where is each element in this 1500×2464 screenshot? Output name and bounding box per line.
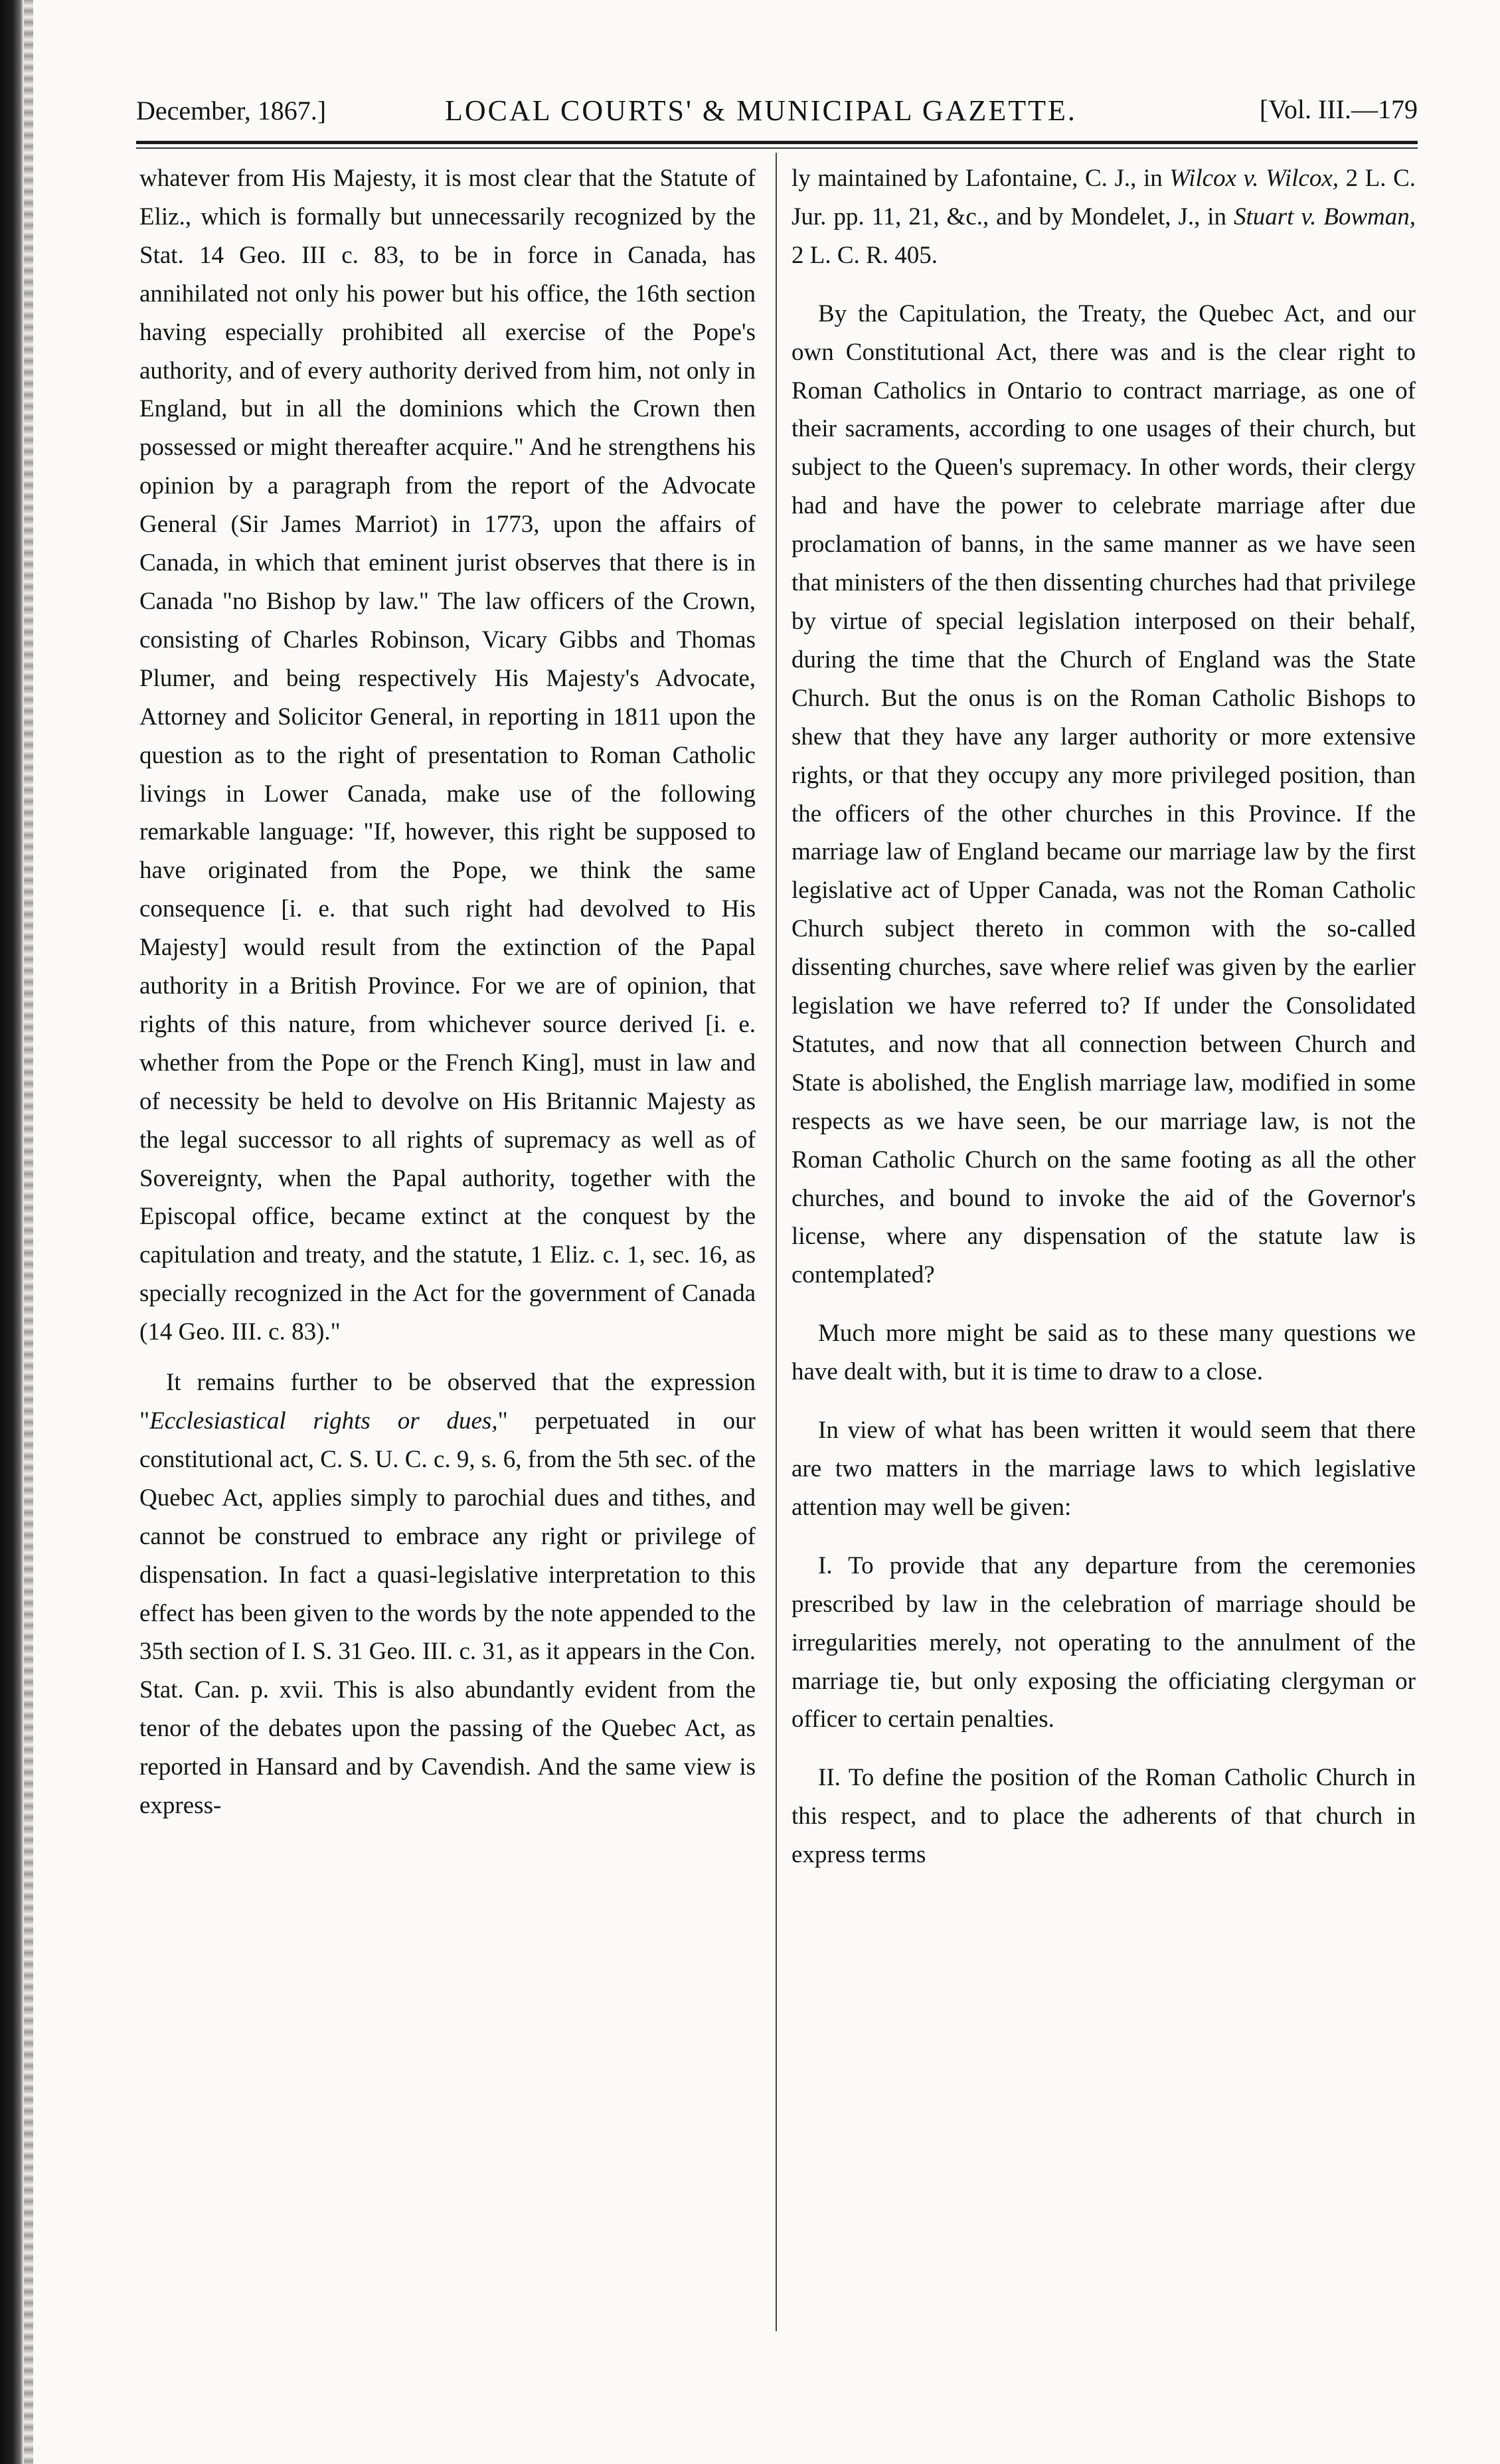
left-paragraph-2-a: It remains further to be observed that the expression " bbox=[139, 1369, 756, 1435]
right-paragraph-5: I. To provide that any departure from the ceremonies prescribed by law in the celebration of marriage should be irregularities merely, not operating to the annulment of the marriage tie, but only exposing the officiating clergyman or officer to certain penalties. bbox=[792, 1551, 1416, 1733]
header-date: December, 1867.] bbox=[136, 96, 327, 126]
running-header bbox=[136, 90, 1418, 136]
right-paragraph-1-a: ly maintained by Lafontaine, C. J., in bbox=[792, 165, 1170, 192]
left-paragraph-2-italic: Ecclesiastical rights or dues, bbox=[149, 1407, 498, 1435]
right-paragraph-1-b: 2 L. C. Jur. pp. 11, 21, &c., and by Mondelet, J., in bbox=[792, 165, 1416, 230]
column-divider bbox=[776, 153, 777, 2331]
right-paragraph-6: II. To define the position of the Roman Catholic Church in this respect, and to place the adherents of that church in express terms bbox=[792, 1764, 1416, 1869]
right-paragraph-2: By the Capitulation, the Treaty, the Quebec Act, and our own Constitutional Act, there was and is the clear right to Roman Catholics in Ontario to contract marriage, as one of their sacraments, according to one usages of their church, but subject to the Queen's supremacy. In other words, their clergy had and have the power to celebrate marriage after due proclamation of banns, in the same manner as we have seen that ministers of the then dissenting churches had that privilege by virtue of special legislation interposed on their behalf, during the time that the Church of England was the State Church. But the onus is on the Roman Catholic Bishops to shew that they have any larger authority or more extensive rights, or that they occupy any more privileged position, than the officers of the other churches in this Province. If the marriage law of England became our marriage law by the first legislative act of Upper Canada, was not the Roman Catholic Church subject thereto in common with the so-called dissenting churches, save where relief was given by the earlier legislation we have referred to? If under the Consolidated Statutes, and now that all connection between Church and State is abolished, the English marriage law, modified in some respects as we have seen, be our marriage law, is not the Roman Catholic Church on the same footing as all the other churches, and bound to invoke the aid of the Governor's license, where any dispensation of the statute law is contemplated? bbox=[792, 300, 1416, 1289]
left-column bbox=[139, 159, 756, 1837]
right-paragraph-1-c: 2 L. C. R. 405. bbox=[792, 241, 938, 269]
header-rule-thin bbox=[136, 147, 1418, 149]
left-paragraph-2-b: " perpetuated in our constitutional act, C. S. U. C. c. 9, s. 6, from the 5th sec. of the Quebec Act, applies simply to parochial dues and tithes, and cannot be construed to embrace any right or privilege of dispensation. In fact a quasi-legislative interpretation to this effect has been given to the words by the note appended to the 35th section of I. S. 31 Geo. III. c. 31, as it appears in the Con. Stat. Can. p. xvii. This is also abundantly evident from the tenor of the debates upon the passing of the Quebec Act, as reported in Hansard and by Cavendish. And the same view is express- bbox=[139, 1407, 756, 1820]
case-name-stuart: Stuart v. Bowman, bbox=[1234, 203, 1416, 230]
right-paragraph-4: In view of what has been written it would seem that there are two matters in the marriage laws to which legislative attention may well be given: bbox=[792, 1417, 1416, 1521]
header-rule bbox=[136, 141, 1418, 144]
right-column bbox=[792, 159, 1416, 1894]
right-paragraph-3: Much more might be said as to these many questions we have dealt with, but it is time to draw to a close. bbox=[792, 1320, 1416, 1386]
header-volume-page: [Vol. III.—179 bbox=[1259, 94, 1418, 124]
right-paragraph-1 bbox=[792, 159, 1416, 275]
binding-shadow bbox=[24, 0, 33, 2464]
binding-edge bbox=[0, 0, 24, 2464]
left-paragraph-1: whatever from His Majesty, it is most clear that the Statute of Eliz., which is formally but unnecessarily recognized by the Stat. 14 Geo. III c. 83, to be in force in Canada, has annihilated not only his power but his office, the 16th section having especially prohibited all exercise of the Pope's authority, and of every authority derived from him, not only in England, but in all the dominions which the Crown then possessed or might thereafter acquire." And he strengthens his opinion by a paragraph from the report of the Advocate General (Sir James Marriot) in 1773, upon the affairs of Canada, in which that eminent jurist observes that there is in Canada "no Bishop by law." The law officers of the Crown, consisting of Charles Robinson, Vicary Gibbs and Thomas Plumer, and being respectively His Majesty's Advocate, Attorney and Solicitor General, in reporting in 1811 upon the question as to the right of presentation to Roman Catholic livings in Lower Canada, make use of the following remarkable language: "If, however, this right be supposed to have originated from the Pope, we think the same consequence [i. e. that such right had devolved to His Majesty] would result from the extinction of the Papal authority in a British Province. For we are of opinion, that rights of this nature, from whichever source derived [i. e. whether from the Pope or the French King], must in law and of necessity be held to devolve on His Britannic Majesty as the legal successor to all rights of supremacy as well as of Sovereignty, when the Papal authority, together with the Episcopal office, became extinct at the conquest by the capitulation and treaty, and the statute, 1 Eliz. c. 1, sec. 16, as specially recognized in the Act for the government of Canada (14 Geo. III. c. 83)." bbox=[139, 165, 756, 1346]
case-name-wilcox: Wilcox v. Wilcox, bbox=[1169, 165, 1339, 192]
header-title: LOCAL COURTS' & MUNICIPAL GAZETTE. bbox=[445, 94, 1077, 127]
left-paragraph-2 bbox=[139, 1364, 756, 1825]
